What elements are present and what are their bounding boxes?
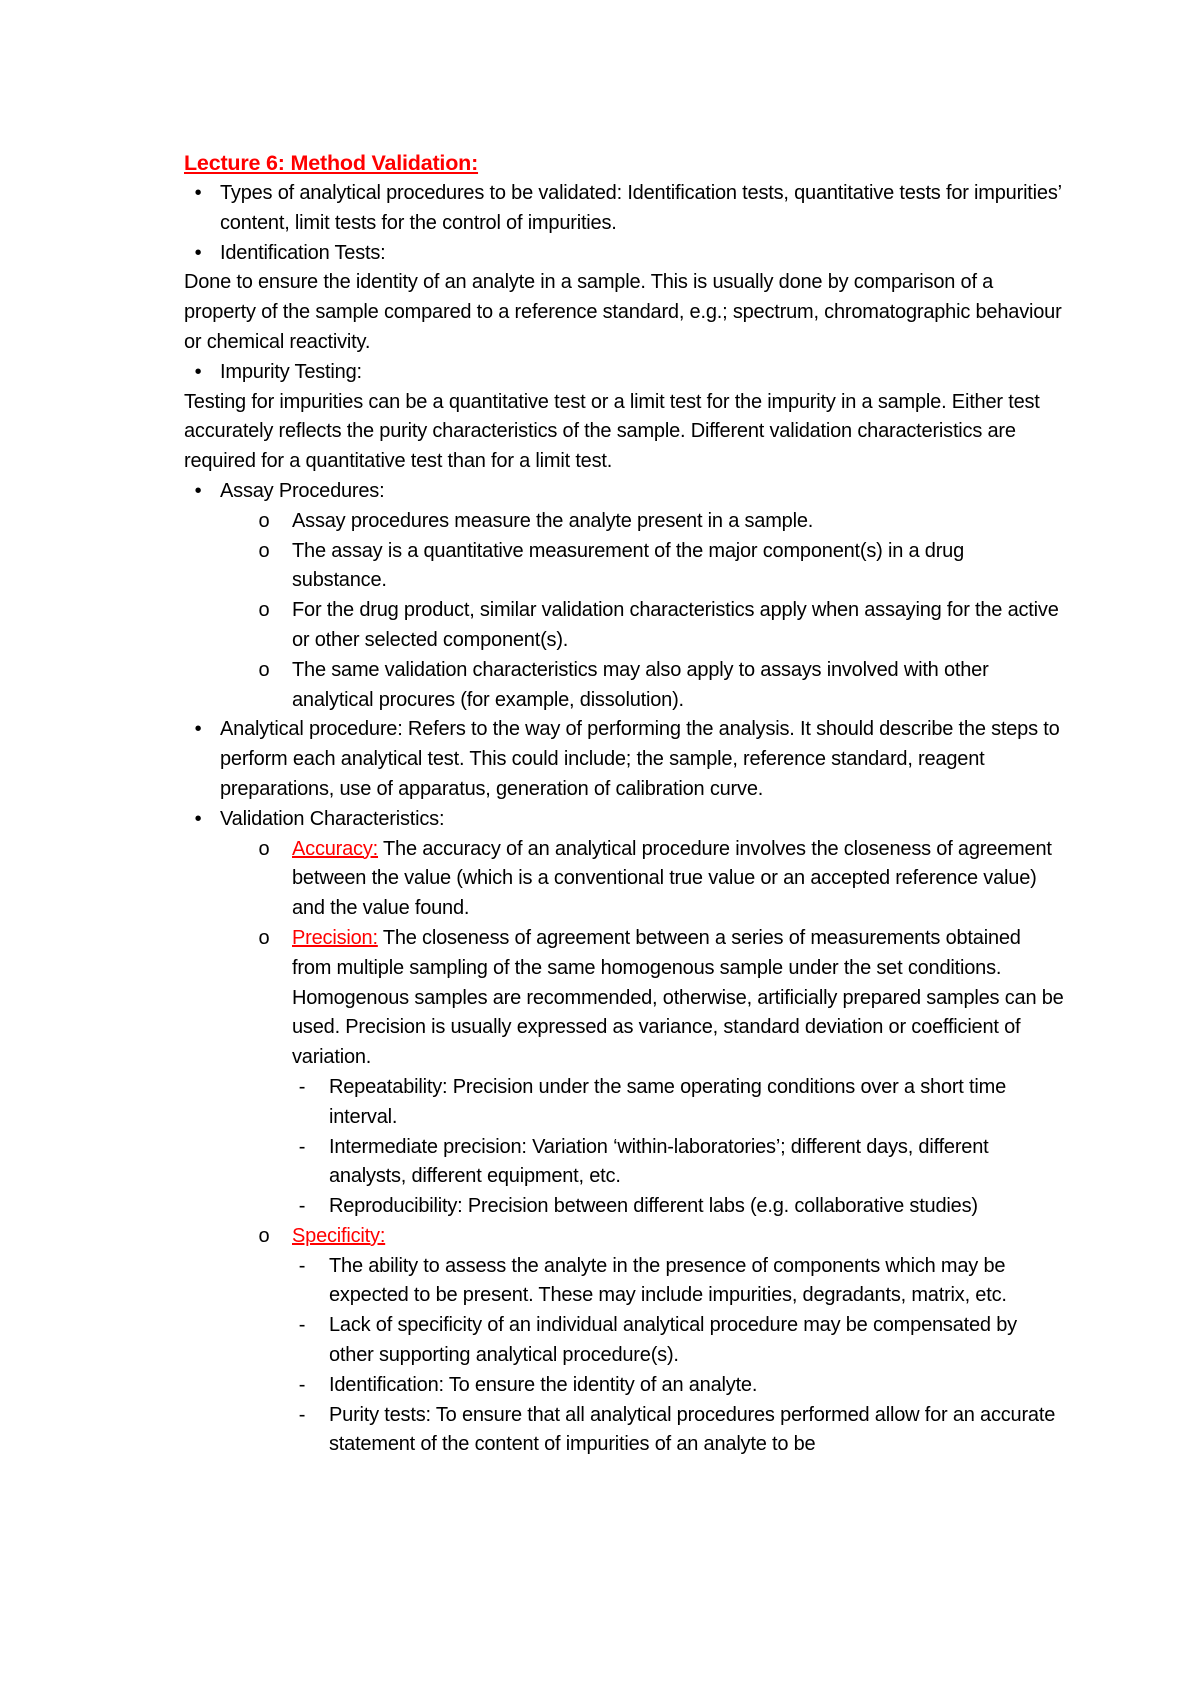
circle-marker: o: [258, 539, 270, 562]
types-text: Types of analytical procedures to be validated: Identification tests, quantitative tests for impurities’ content, limit tests for the control of impurities.: [220, 182, 1062, 234]
dash-marker: -: [298, 1373, 306, 1396]
assay-subitem: For the drug product, similar validation characteristics apply when assaying for the active or other selected component(s).: [292, 599, 1059, 651]
bullet-item: [184, 715, 1064, 804]
bullet-item: [184, 805, 1064, 835]
validation-heading: Validation Characteristics:: [220, 807, 445, 830]
bullet-marker: •: [194, 718, 202, 741]
identification-heading: Identification Tests:: [220, 241, 386, 264]
bullet-marker: •: [194, 479, 202, 502]
dash-marker: -: [298, 1195, 306, 1218]
circle-marker: o: [258, 509, 270, 532]
dash-item: [184, 1401, 1064, 1461]
sub-item-specificity: [184, 1222, 1064, 1252]
dash-marker: -: [298, 1254, 306, 1277]
circle-marker: o: [258, 837, 270, 860]
specificity-term: Specificity:: [292, 1224, 386, 1247]
dash-marker: -: [298, 1314, 306, 1337]
precision-subitem: Repeatability: Precision under the same operating conditions over a short time interval.: [329, 1075, 1006, 1128]
accuracy-term: Accuracy:: [292, 837, 379, 860]
accuracy-text: The accuracy of an analytical procedure involves the closeness of agreement between the value (which is a conventional true value or an accepted reference value) and the value found.: [292, 837, 1052, 920]
bullet-item: [184, 358, 1064, 388]
dash-item: [184, 1311, 1064, 1371]
specificity-subitem: Purity tests: To ensure that all analytical procedures performed allow for an accurate statement of the content of impurities of an analyte to be: [329, 1403, 1056, 1456]
assay-subitem: The same validation characteristics may also apply to assays involved with other analytical procures (for example, dissolution).: [292, 658, 989, 711]
sub-item: [184, 656, 1064, 716]
sub-item-accuracy: [184, 835, 1064, 924]
precision-subitem: Intermediate precision: Variation ‘within-laboratories’; different days, different analysts, different equipment, etc.: [329, 1135, 989, 1188]
lecture-notes: [184, 148, 1064, 1460]
bullet-item: [184, 239, 1064, 269]
circle-marker: o: [258, 926, 270, 949]
analytical-procedure-text: Analytical procedure: Refers to the way of performing the analysis. It should describe the steps to perform each analytical test. This could include; the sample, reference standard, reagent preparations, use of apparatus, generation of calibration curve.: [220, 718, 1060, 800]
bullet-marker: •: [194, 182, 202, 204]
bullet-item: [184, 477, 1064, 507]
assay-subitem: The assay is a quantitative measurement of the major component(s) in a drug substance.: [292, 539, 965, 592]
assay-heading: Assay Procedures:: [220, 479, 385, 502]
bullet-marker: •: [194, 807, 202, 830]
assay-subitem: Assay procedures measure the analyte present in a sample.: [292, 509, 814, 532]
dash-marker: -: [298, 1075, 306, 1098]
specificity-subitem: The ability to assess the analyte in the presence of components which may be expected to be present. These may include impurities, degradants, matrix, etc.: [329, 1254, 1007, 1307]
precision-term: Precision:: [292, 926, 378, 949]
specificity-subitem: Lack of specificity of an individual analytical procedure may be compensated by other supporting analytical procedure(s).: [329, 1314, 1017, 1367]
dash-item: [184, 1371, 1064, 1401]
impurity-paragraph: Testing for impurities can be a quantitative test or a limit test for the impurity in a sample. Either test accurately reflects the purity characteristics of the sample. Different validation characteristics are required for a quantitative test than for a limit test.: [184, 390, 1040, 473]
bullet-marker: •: [194, 241, 202, 264]
sub-item: [184, 507, 1064, 537]
specificity-subitem: Identification: To ensure the identity of an analyte.: [329, 1373, 758, 1396]
circle-marker: o: [258, 599, 270, 622]
dash-item: [184, 1252, 1064, 1312]
bullet-marker: •: [194, 360, 202, 383]
bullet-item: [184, 179, 1064, 239]
identification-paragraph: Done to ensure the identity of an analyte in a sample. This is usually done by comparison of a property of the sample compared to a reference standard, e.g.; spectrum, chromatographic behaviour or chemical reactivity.: [184, 271, 1062, 353]
circle-marker: o: [258, 1224, 270, 1247]
dash-item: [184, 1192, 1064, 1222]
dash-marker: -: [298, 1403, 306, 1426]
dash-marker: -: [298, 1135, 306, 1158]
precision-subitem: Reproducibility: Precision between different labs (e.g. collaborative studies): [329, 1195, 978, 1218]
impurity-heading: Impurity Testing:: [220, 360, 362, 383]
sub-item: [184, 596, 1064, 656]
precision-text: The closeness of agreement between a series of measurements obtained from multiple sampling of the same homogenous sample under the set conditions. Homogenous samples are recommended, otherwise, artificially prepared samples can be used. Precision is usually expressed as variance, standard deviation or coefficient of variation.: [292, 926, 1064, 1069]
sub-item: [184, 537, 1064, 597]
dash-item: [184, 1073, 1064, 1133]
dash-item: [184, 1133, 1064, 1193]
sub-item-precision: [184, 924, 1064, 1073]
page-title: Lecture 6: Method Validation:: [184, 151, 479, 175]
circle-marker: o: [258, 658, 270, 681]
